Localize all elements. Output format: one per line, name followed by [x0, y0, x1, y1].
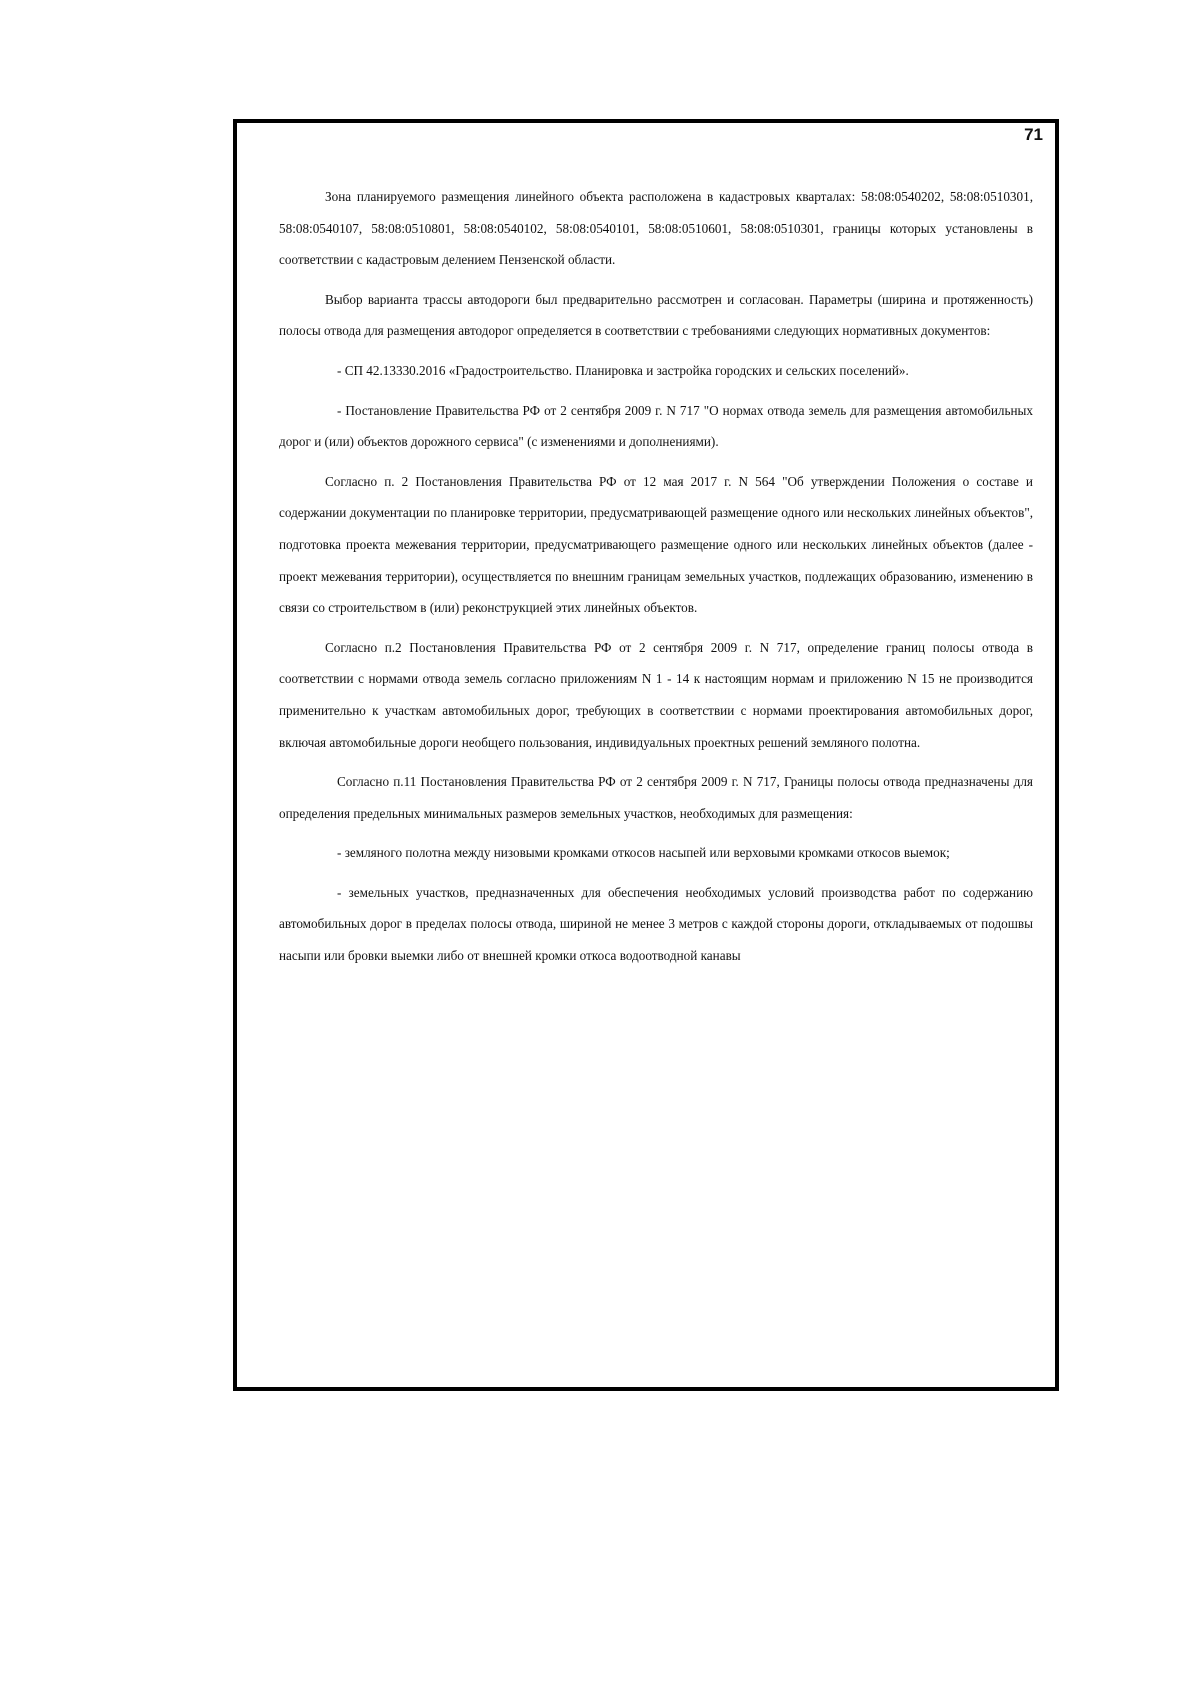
- document-body: [279, 181, 1033, 980]
- paragraph-zone: Зона планируемого размещения линейного объекта расположена в кадастровых кварталах: 58:08:0540202, 58:08:0510301, 58:08:0540107, 58:08:0510801, 58:08:0540102, 58:08:0540101, 58:08:0510601, 58:08:0510301, границы которых установлены в соответствии с кадастровым делением Пензенской области.: [279, 189, 1033, 268]
- paragraph-route-choice: Выбор варианта трассы автодороги был предварительно рассмотрен и согласован. Параметры (ширина и протяженность) полосы отвода для размещения автодорог определяется в соответствии с требованиями следующих нормативных документов:: [279, 291, 1033, 339]
- list-item-resolution-717: - Постановление Правительства РФ от 2 сентября 2009 г. N 717 "О нормах отвода земель для размещения автомобильных дорог и (или) объектов дорожного сервиса" (с изменениями и дополнениями).: [279, 402, 1033, 450]
- paragraph-resolution-564: Согласно п. 2 Постановления Правительства РФ от 12 мая 2017 г. N 564 "Об утверждении Положения о составе и содержании документации по планировке территории, предусматривающей размещение одного или нескольких линейных объектов", подготовка проекта межевания территории, предусматривающего размещение одного или нескольких линейных объектов (далее - проект межевания территории), осуществляется по внешним границам земельных участков, подлежащих образованию, изменению в связи со строительством в (или) реконструкцией этих линейных объектов.: [279, 473, 1033, 616]
- page-frame: [233, 119, 1059, 1391]
- paragraph-resolution-717-p2: Согласно п.2 Постановления Правительства РФ от 2 сентября 2009 г. N 717, определение границ полосы отвода в соответствии с нормами отвода земель согласно приложениям N 1 - 14 к настоящим нормам и приложению N 15 не производится применительно к участкам автомобильных дорог, требующих в соответствии с нормами проектирования автомобильных дорог, включая автомобильные дороги необщего пользования, индивидуальных проектных решений земляного полотна.: [279, 639, 1033, 750]
- list-item-sp: - СП 42.13330.2016 «Градостроительство. Планировка и застройка городских и сельских поселений».: [337, 362, 909, 378]
- paragraph-resolution-717-p11: Согласно п.11 Постановления Правительства РФ от 2 сентября 2009 г. N 717, Границы полосы отвода предназначены для определения предельных минимальных размеров земельных участков, необходимых для размещения:: [279, 774, 1033, 821]
- page-number: 71: [1024, 125, 1043, 144]
- list-item-earth-bed: - земляного полотна между низовыми кромками откосов насыпей или верховыми кромками откосов выемок;: [337, 845, 950, 861]
- list-item-land-plots: - земельных участков, предназначенных для обеспечения необходимых условий производства работ по содержанию автомобильных дорог в пределах полосы отвода, шириной не менее 3 метров с каждой стороны дороги, откладываемых от подошвы насыпи или бровки выемки либо от внешней кромки откоса водоотводной канавы: [279, 884, 1033, 964]
